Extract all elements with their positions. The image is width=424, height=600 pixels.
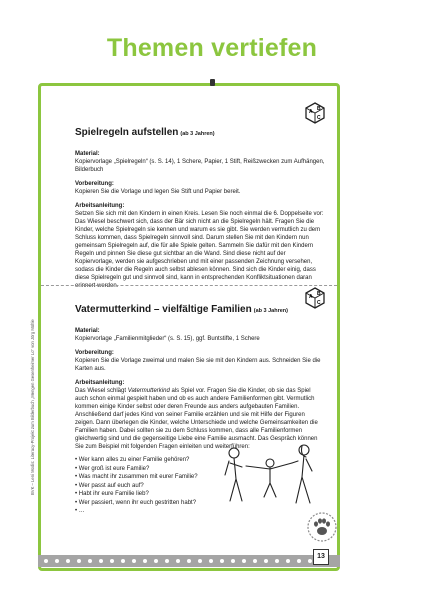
section2-prep-text: Kopieren Sie die Vorlage zweimal und malen Sie sie mit den Kindern aus. Schneiden Sie die Karten aus.	[75, 358, 321, 372]
footer-dot	[297, 559, 301, 563]
footer-dot	[44, 559, 48, 563]
footer-dot	[286, 559, 290, 563]
side-note: BVK – Leni Modis: Literacy-Projekt zum Bilderbuch „Mengen Gesenheimer Lo“ von Jörg Mühle	[30, 319, 35, 495]
footer-dot	[55, 559, 59, 563]
question-item: • …	[75, 507, 325, 516]
footer-dot	[198, 559, 202, 563]
section1-heading: Spielregeln aufstellen (ab 3 Jahren)	[75, 127, 215, 138]
section2-instr-text: Das Wiesel schlägt Vatermutterkind als Spiel vor. Fragen Sie die Kinder, ob sie das Spiel auch schon einmal gespielt haben und ob es auch andere Familienformen gibt. Vermutlich kommen einige Kinder selbst oder deren Freunde aus anders aufgebauten Familien.	[75, 388, 315, 410]
divider	[41, 285, 337, 286]
question-item: • Was macht ihr zusammen mit eurer Familie?	[75, 473, 325, 482]
footer-dot	[220, 559, 224, 563]
section2-instr-text-2: Anschließend darf jedes Kind von seiner Familie erzählen und sie mit Hilfe der Figuren zeigen. Dann überlegen die Kinder, welche Unterschiede und welche Gemeinsamkeiten die Familien haben. Dabei sollten sie zu dem Schluss kommen, dass alle Familienformen gleichwertig sind und die gegenseitige Liebe eine Familie ausmacht. Das Gespräch können Sie zum Beispiel mit folgenden Fragen einleiten und weiterführen:	[75, 412, 318, 450]
footer-dot	[187, 559, 191, 563]
footer-dot	[165, 559, 169, 563]
footer-dot	[132, 559, 136, 563]
question-item: • Wer groß ist eure Familie?	[75, 465, 325, 474]
section1-material-label: Material:	[75, 151, 100, 157]
question-item: • Wer passiert, wenn ihr euch gestritten habt?	[75, 499, 325, 508]
question-item: • Wer passt auf euch auf?	[75, 482, 325, 491]
footer-dot	[99, 559, 103, 563]
section2-prep-label: Vorbereitung:	[75, 350, 114, 356]
svg-text:C: C	[317, 300, 321, 306]
svg-text:B: B	[317, 106, 321, 112]
section1-prep-label: Vorbereitung:	[75, 181, 114, 187]
footer-dot	[88, 559, 92, 563]
page-number: 13	[313, 549, 329, 565]
footer-dot	[242, 559, 246, 563]
section-spielregeln	[75, 127, 325, 290]
section1-instr-text: Setzen Sie sich mit den Kindern in einen Kreis. Lesen Sie noch einmal die 6. Doppelseite vor: Das Wiesel beschwert sich, dass der Bär sich nicht an die Spielregeln hält. Fragen Sie die Kinder, welche Spielregeln sie kennen und warum es sie gibt. Sie werden vermutlich zu dem Schluss kommen, dass Spielregeln sinnvoll sind. Darum stellen Sie mit den Kindern nun gemeinsam Spielregeln auf, die für alle Spiele gelten. Sammeln Sie dafür mit den Kindern Regeln und pinnen Sie diese gut sichtbar an die Wand. Sind diese nicht auf der Kopiervorlage, werden sie aufgeschrieben und mit einer passenden Zeichnung versehen, sodass die Kinder die Regeln auch selbst ablesen können. Sind sich die Kinder einig, dass diese Spielregeln gut und sinnvoll sind, kann in entsprechenden Konfliktsituationen daran erinnert werden.	[75, 211, 324, 289]
footer-dot	[176, 559, 180, 563]
footer-dot	[77, 559, 81, 563]
question-item: • Habt ihr eure Familie lieb?	[75, 490, 325, 499]
footer-dot	[264, 559, 268, 563]
footer-dot	[121, 559, 125, 563]
question-item: • Wer kann alles zu einer Familie gehören?	[75, 456, 325, 465]
svg-text:C: C	[317, 115, 321, 121]
section2-instr-label: Arbeitsanleitung:	[75, 380, 125, 386]
svg-text:A: A	[309, 294, 313, 300]
footer-dot	[110, 559, 114, 563]
section2-material-label: Material:	[75, 328, 100, 334]
footer-dot	[253, 559, 257, 563]
footer-dot	[209, 559, 213, 563]
section1-prep-text: Kopieren Sie die Vorlage und legen Sie Stift und Papier bereit.	[75, 189, 241, 195]
svg-text:B: B	[317, 291, 321, 297]
footer-dot	[308, 559, 312, 563]
footer-dot	[275, 559, 279, 563]
section1-instr-label: Arbeitsanleitung:	[75, 203, 125, 209]
section2-material-text: Kopiervorlage „Familienmitglieder“ (s. S. 15), ggf. Buntstifte, 1 Schere	[75, 336, 260, 342]
family-illustration	[220, 441, 320, 511]
paw-stamp-icon	[306, 510, 338, 544]
footer-dot	[66, 559, 70, 563]
section1-material-text: Kopiervorlage „Spielregeln“ (s. S. 14), 1 Schere, Papier, 1 Stift, Reißzwecken zum Aufhängen, Bilderbuch	[75, 159, 325, 173]
section2-heading: Vatermutterkind – vielfältige Familien (ab 3 Jahren)	[75, 304, 288, 315]
footer-bar	[38, 555, 340, 567]
abc-block-icon	[303, 101, 327, 125]
footer-dot	[231, 559, 235, 563]
svg-text:A: A	[309, 109, 313, 115]
footer-dot	[143, 559, 147, 563]
page-title: Themen vertiefen	[106, 34, 318, 62]
pin-icon	[210, 79, 215, 86]
footer-dot	[154, 559, 158, 563]
